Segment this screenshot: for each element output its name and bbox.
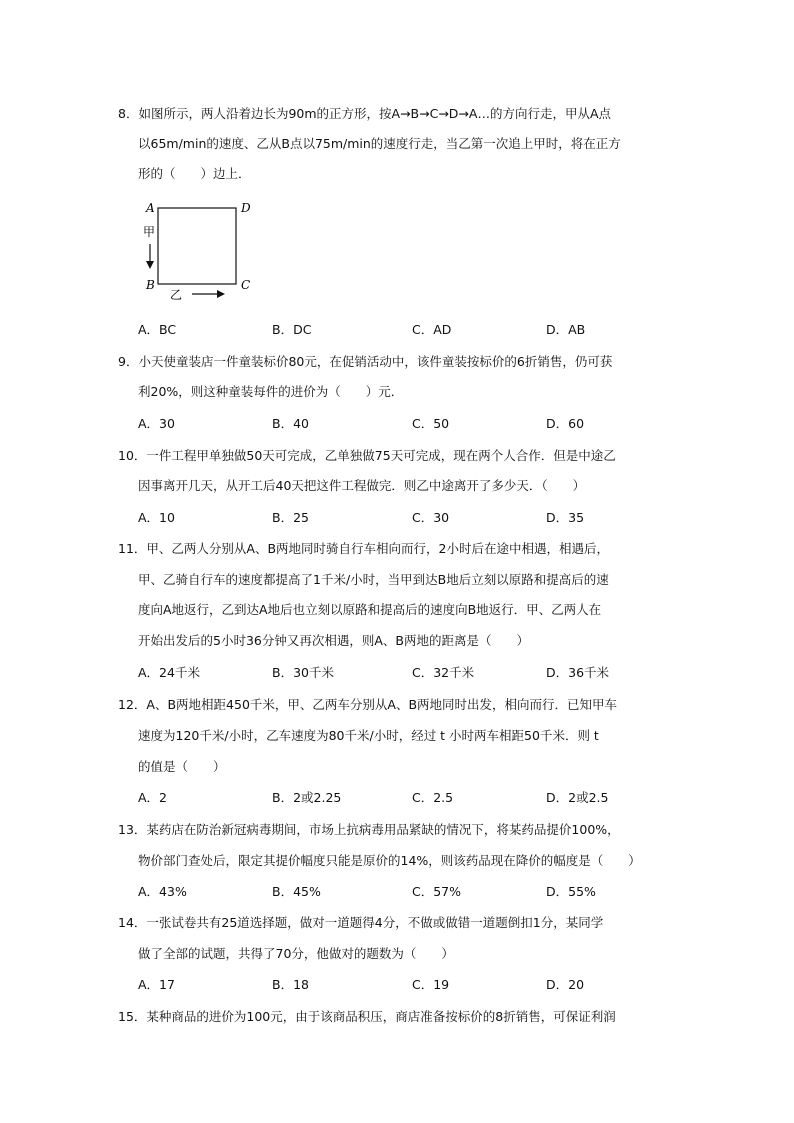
q12-line-2: 速度为120千米/小时，乙车速度为80千米/小时，经过 t 小时两车相距50千米．则 t bbox=[138, 728, 599, 743]
corner-a-label: A bbox=[146, 201, 155, 215]
q14-line-1: 14．一张试卷共有25道选择题，做对一道题得4分，不做或做错一道题倒扣1分，某同学 bbox=[118, 915, 604, 930]
q8-option-b: B．DC bbox=[272, 322, 312, 337]
q12-option-b: B．2或2.25 bbox=[272, 790, 342, 805]
q8-option-a: A．BC bbox=[138, 322, 177, 337]
q12-line-1: 12．A、B两地相距450千米，甲、乙两车分别从A、B两地同时出发，相向而行．已知甲车 bbox=[118, 697, 618, 712]
walker-yi-label: 乙 bbox=[170, 288, 183, 302]
q10-line-2: 因事离开几天，从开工后40天把这件工程做完．则乙中途离开了多少天．（ ） bbox=[138, 478, 586, 493]
q13-line-1: 13．某药店在防治新冠病毒期间，市场上抗病毒用品紧缺的情况下，将某药品提价100%， bbox=[118, 822, 620, 837]
q11-line-4: 开始出发后的5小时36分钟又再次相遇，则A、B两地的距离是（ ） bbox=[138, 633, 529, 648]
q10-option-d: D．35 bbox=[546, 510, 585, 525]
q15-line-1: 15．某种商品的进价为100元，由于该商品积压，商店准备按标价的8折销售，可保证利润 bbox=[118, 1009, 616, 1024]
q11-line-3: 度向A地返行，乙到达A地后也立刻以原路和提高后的速度向B地返行．甲、乙两人在 bbox=[138, 602, 602, 617]
q8-line-2: 以65m/min的速度、乙从B点以75m/min的速度行走，当乙第一次追上甲时，将在正方 bbox=[138, 136, 621, 151]
q13-option-d: D．55% bbox=[546, 884, 596, 899]
q10-option-b: B．25 bbox=[272, 510, 309, 525]
q11-option-a: A．24千米 bbox=[138, 665, 200, 680]
q13-line-2: 物价部门查处后，限定其提价幅度只能是原价的14%，则该药品现在降价的幅度是（ ） bbox=[138, 853, 641, 868]
q10-option-a: A．10 bbox=[138, 510, 175, 525]
q9-option-a: A．30 bbox=[138, 416, 175, 431]
q11-option-c: C．32千米 bbox=[412, 665, 475, 680]
q12-option-a: A．2 bbox=[138, 790, 168, 805]
square-outline bbox=[158, 208, 236, 284]
corner-d-label: D bbox=[241, 201, 251, 215]
q12-line-3: 的值是（ ） bbox=[138, 759, 226, 774]
down-arrow-icon bbox=[146, 261, 154, 269]
q13-option-c: C．57% bbox=[412, 884, 462, 899]
q9-option-b: B．40 bbox=[272, 416, 309, 431]
q8-option-c: C．AD bbox=[412, 322, 452, 337]
q14-option-b: B．18 bbox=[272, 977, 309, 992]
square-diagram bbox=[140, 196, 260, 302]
q12-option-c: C．2.5 bbox=[412, 790, 454, 805]
q8-option-d: D．AB bbox=[546, 322, 586, 337]
q10-line-1: 10．一件工程甲单独做50天可完成，乙单独做75天可完成，现在两个人合作．但是中途乙 bbox=[118, 448, 616, 463]
q14-option-d: D．20 bbox=[546, 977, 585, 992]
walker-jia-label: 甲 bbox=[143, 225, 156, 239]
corner-c-label: C bbox=[241, 278, 251, 292]
q14-option-a: A．17 bbox=[138, 977, 175, 992]
q9-option-c: C．50 bbox=[412, 416, 450, 431]
q11-option-b: B．30千米 bbox=[272, 665, 334, 680]
q8-line-3: 形的（ ）边上． bbox=[138, 166, 251, 181]
q8-line-1: 8．如图所示，两人沿着边长为90m的正方形，按A→B→C→D→A…的方向行走，甲从A点 bbox=[118, 106, 612, 121]
q14-line-2: 做了全部的试题，共得了70分，他做对的题数为（ ） bbox=[138, 946, 454, 961]
right-arrow-icon bbox=[217, 290, 225, 298]
q13-option-a: A．43% bbox=[138, 884, 187, 899]
q14-option-c: C．19 bbox=[412, 977, 450, 992]
q13-option-b: B．45% bbox=[272, 884, 321, 899]
q12-option-d: D．2或2.5 bbox=[546, 790, 609, 805]
q9-option-d: D．60 bbox=[546, 416, 585, 431]
corner-b-label: B bbox=[146, 278, 155, 292]
q9-line-2: 利20%，则这种童装每件的进价为（ ）元． bbox=[138, 384, 404, 399]
q11-line-1: 11．甲、乙两人分别从A、B两地同时骑自行车相向而行，2小时后在途中相遇，相遇后， bbox=[118, 541, 609, 556]
q11-line-2: 甲、乙骑自行车的速度都提高了1千米/小时，当甲到达B地后立刻以原路和提高后的速 bbox=[138, 572, 609, 587]
q9-line-1: 9．小天使童装店一件童装标价80元，在促销活动中，该件童装按标价的6折销售，仍可获 bbox=[118, 354, 613, 369]
square-figure bbox=[140, 196, 260, 302]
q10-option-c: C．30 bbox=[412, 510, 450, 525]
q11-option-d: D．36千米 bbox=[546, 665, 610, 680]
